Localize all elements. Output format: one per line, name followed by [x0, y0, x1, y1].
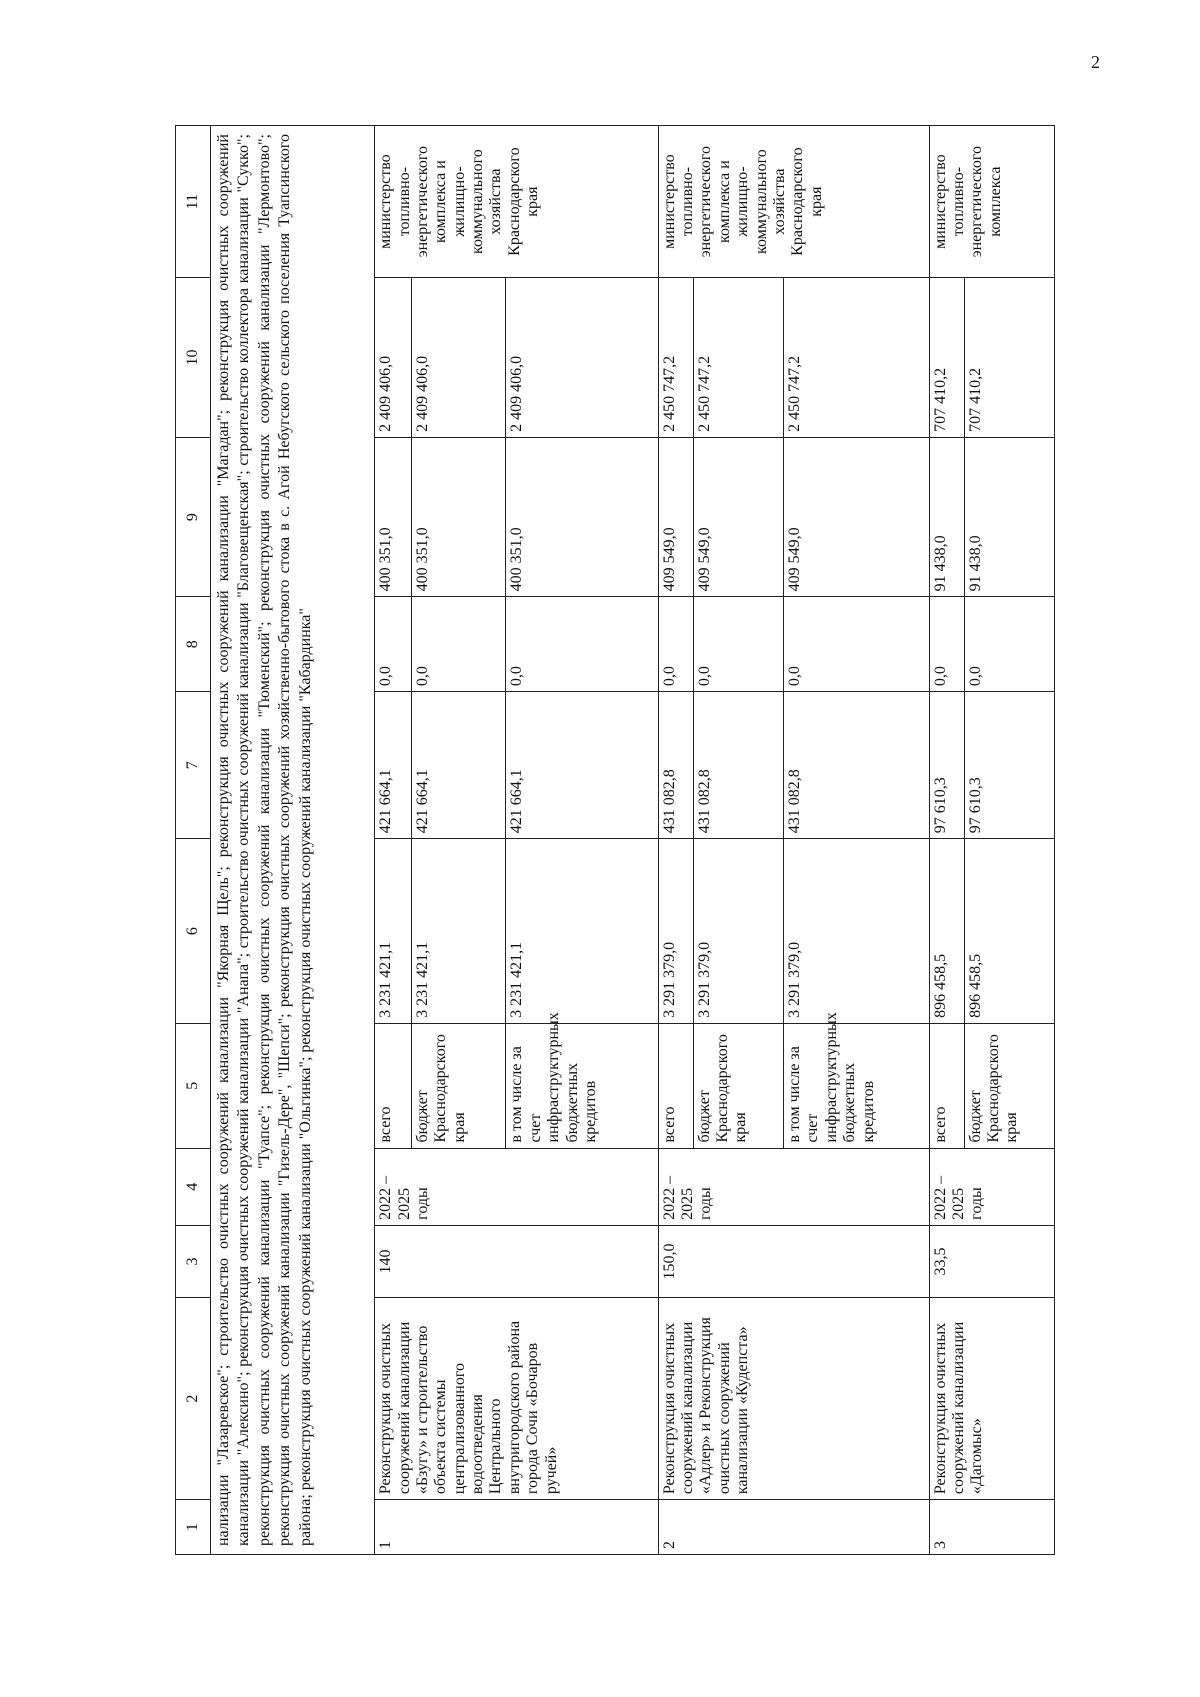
year-value: 97 610,3	[929, 692, 964, 839]
capacity: 150,0	[658, 1225, 929, 1297]
year-value: 431 082,8	[658, 692, 693, 839]
total-value: 3 291 379,0	[658, 839, 693, 1024]
year-value: 707 410,2	[929, 278, 964, 438]
year-value: 0,0	[375, 597, 412, 692]
row-number: 2	[658, 1500, 929, 1555]
header-cell: 3	[176, 1225, 211, 1297]
funding-source: бюджет Краснодарского края	[964, 1023, 1054, 1148]
year-value: 0,0	[658, 597, 693, 692]
responsible: министерство топливно-энергетического комплекса	[929, 126, 1054, 278]
total-value: 3 231 421,1	[411, 839, 506, 1024]
header-cell: 9	[176, 437, 211, 597]
year-value: 91 438,0	[929, 437, 964, 597]
year-value: 421 664,1	[506, 692, 658, 839]
header-row	[176, 126, 211, 1555]
year-value: 400 351,0	[411, 437, 506, 597]
funding-source: бюджет Краснодарского края	[411, 1023, 506, 1148]
year-value: 707 410,2	[964, 278, 1054, 438]
info-text: нализации "Лазаревское"; строительство очистных сооружений канализации "Якорная Щель"; реконструкция очистных сооружений канализации "Магадан"; реконструкция очистных сооружений канализации "Алексино"; реконструкция очистных сооружений канализации "Анапа"; строительство очистных сооружений канализации "Благовещенская"; строительство коллектора канализации "Сукко"; реконструкция очистных сооружений канализации "Туапсе"; реконструкция очистных сооружений канализации "Тюменский"; реконструкция очистных сооружений канализации "Лермонтово"; реконструкция очистных сооружений канализации "Гизель-Дере", "Шепси"; реконструкция очистных сооружений хозяйственно-бытового стока в с. Агой Небугского сельского поселения Туапсинского района; реконструкция очистных сооружений канализации "Ольгинка"; реконструкция очистных сооружений канализации "Кабардинка"	[211, 126, 375, 1555]
year-value: 2 450 747,2	[658, 278, 693, 438]
total-value: 3 291 379,0	[784, 839, 930, 1024]
total-value: 896 458,5	[929, 839, 964, 1024]
year-value: 2 409 406,0	[411, 278, 506, 438]
year-value: 0,0	[411, 597, 506, 692]
capacity: 33,5	[929, 1225, 1054, 1297]
year-value: 91 438,0	[964, 437, 1054, 597]
funding-source: всего	[929, 1023, 964, 1148]
period: 2022 – 2025 годы	[375, 1148, 659, 1225]
year-value: 409 549,0	[658, 437, 693, 597]
table-row	[658, 126, 693, 1555]
header-cell: 11	[176, 126, 211, 278]
total-value: 3 291 379,0	[693, 839, 783, 1024]
row-number: 1	[375, 1500, 659, 1555]
funding-source: всего	[658, 1023, 693, 1148]
year-value: 0,0	[784, 597, 930, 692]
total-value: 3 231 421,1	[375, 839, 412, 1024]
year-value: 431 082,8	[784, 692, 930, 839]
year-value: 0,0	[929, 597, 964, 692]
total-value: 3 231 421,1	[506, 839, 658, 1024]
total-value: 896 458,5	[964, 839, 1054, 1024]
table-row	[375, 126, 412, 1555]
year-value: 409 549,0	[693, 437, 783, 597]
capacity: 140	[375, 1225, 659, 1297]
header-cell: 4	[176, 1148, 211, 1225]
period: 2022 – 2025 годы	[929, 1148, 1054, 1225]
year-value: 421 664,1	[411, 692, 506, 839]
funding-source: бюджет Краснодарского края	[693, 1023, 783, 1148]
info-row	[211, 126, 375, 1555]
table-row	[929, 126, 964, 1555]
program-table	[175, 125, 1055, 1555]
year-value: 431 082,8	[693, 692, 783, 839]
object-name: Реконструкция очистных сооружений канализации «Адлер» и Реконструкция очистных сооружений канализации «Кудепста»	[658, 1298, 929, 1500]
year-value: 400 351,0	[375, 437, 412, 597]
year-value: 421 664,1	[375, 692, 412, 839]
page-number: 2	[1091, 52, 1100, 72]
year-value: 97 610,3	[964, 692, 1054, 839]
header-cell: 5	[176, 1023, 211, 1148]
rotated-table-container	[175, 125, 1055, 1555]
object-name: Реконструкция очистных сооружений канализации «Дагомыс»	[929, 1298, 1054, 1500]
funding-source: в том числе за счет инфраструктурных бюджетных кредитов	[506, 1023, 658, 1148]
header-cell: 10	[176, 278, 211, 438]
year-value: 2 450 747,2	[784, 278, 930, 438]
header-cell: 2	[176, 1298, 211, 1500]
year-value: 409 549,0	[784, 437, 930, 597]
year-value: 2 450 747,2	[693, 278, 783, 438]
year-value: 0,0	[964, 597, 1054, 692]
responsible: министерство топливно-энергетического комплекса и жилищно-коммунального хозяйства Краснодарского края	[658, 126, 929, 278]
year-value: 2 409 406,0	[506, 278, 658, 438]
funding-source: в том числе за счет инфраструктурных бюджетных кредитов	[784, 1023, 930, 1148]
header-cell: 7	[176, 692, 211, 839]
funding-source: всего	[375, 1023, 412, 1148]
rotated-table-wrapper	[175, 125, 1200, 1549]
header-cell: 8	[176, 597, 211, 692]
year-value: 2 409 406,0	[375, 278, 412, 438]
period: 2022 – 2025 годы	[658, 1148, 929, 1225]
year-value: 0,0	[506, 597, 658, 692]
header-cell: 1	[176, 1500, 211, 1555]
year-value: 400 351,0	[506, 437, 658, 597]
year-value: 0,0	[693, 597, 783, 692]
header-cell: 6	[176, 839, 211, 1024]
row-number: 3	[929, 1500, 1054, 1555]
responsible: министерство топливно-энергетического комплекса и жилищно-коммунального хозяйства Краснодарского края	[375, 126, 659, 278]
object-name: Реконструкция очистных сооружений канализации «Бзугу» и строительство объекта системы централизованного водоотведения Центрального внутригородского района города Сочи «Бочаров ручей»	[375, 1298, 659, 1500]
